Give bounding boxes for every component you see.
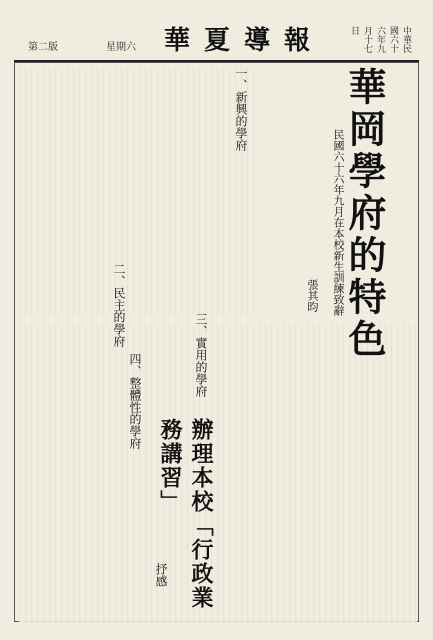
section-heading: 四、整體性的學府 — [128, 353, 142, 449]
section-heading: 一、新興的學府 — [234, 67, 248, 151]
article-columns-lower — [19, 323, 417, 623]
article1-headline: 華岡學府的特色 — [342, 67, 387, 361]
date-line: 中華民國六十六年九月十七日 — [349, 26, 411, 53]
article2-sub: 抒感 — [154, 563, 168, 587]
section-heading: 三、實用的學府 — [194, 313, 208, 397]
article2-headline: 辦理本校「行政業務講習」 — [157, 418, 214, 610]
page-number: 第二版 — [28, 42, 58, 53]
masthead — [14, 10, 419, 62]
paper-name: 華夏導報 — [164, 26, 325, 56]
article1-columns — [19, 67, 259, 317]
issue-weekday: 星期六 — [106, 42, 136, 53]
section-heading: 二、民主的學府 — [112, 263, 126, 347]
article1-subline: 民國六十六年九月在本校新生訓練致辭 — [332, 129, 345, 316]
article-frame — [14, 62, 419, 622]
article1-author: 張其昀 — [306, 279, 319, 312]
